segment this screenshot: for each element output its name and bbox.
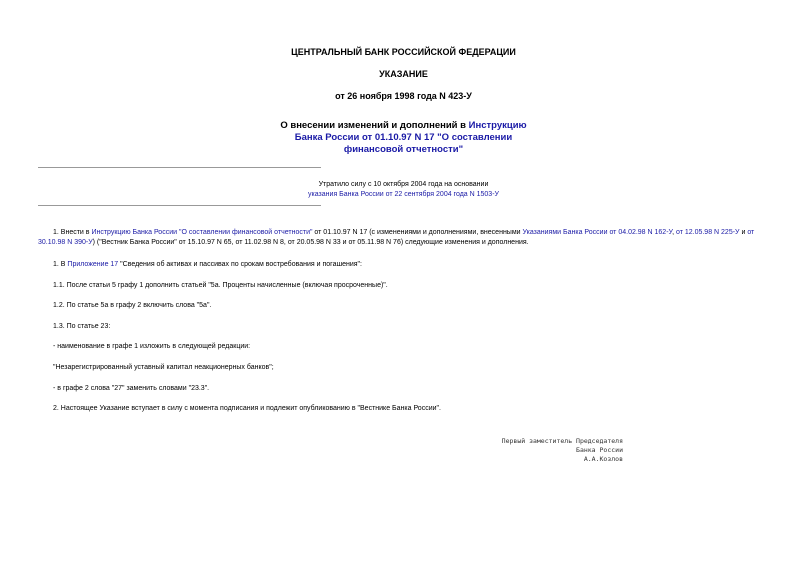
divider-top	[38, 167, 321, 168]
document-type: УКАЗАНИЕ	[379, 69, 428, 79]
paragraph-1: 1. Внести в Инструкцию Банка России "О составлении финансовой отчетности" от 01.10.97 N 17 (с изменениями и дополнениями, внесенными Указаниями Банка России от 04.02.98 N 162-У, от 12.05.98 N 225-У и от 30.10.98 N 390-У) ("Вестник Банка России" от 15.10.97 N 65, от 11.02.98 N 8, от 20.05.98 N 33 и от 05.11.98 N 76) следующие изменения и дополнения.	[38, 229, 755, 246]
title-link-instruction-line3[interactable]: финансовой отчетности"	[343, 144, 464, 155]
document-date-number: от 26 ноября 1998 года N 423-У	[335, 91, 472, 101]
bank-name: ЦЕНТРАЛЬНЫЙ БАНК РОССИЙСКОЙ ФЕДЕРАЦИИ	[291, 47, 516, 57]
paragraph-quote: "Незарегистрированный уставный капитал неакционерных банков";	[53, 364, 274, 371]
signature-block	[502, 437, 623, 464]
signature-name: А.А.Козлов	[583, 455, 623, 463]
title-link-instruction[interactable]: Инструкцию	[468, 120, 527, 131]
repeal-note-text: Утратило силу с 10 октября 2004 года на основании	[318, 181, 489, 188]
divider-bottom	[38, 205, 321, 206]
title-link-instruction-line2[interactable]: Банка России от 01.10.97 N 17 "О составлении	[294, 132, 513, 143]
document-title	[0, 120, 807, 156]
repeal-note	[0, 180, 807, 200]
link-decree-225[interactable]: от 12.05.98 N 225-У	[675, 229, 740, 236]
link-instruction[interactable]: Инструкцию Банка России "О составлении финансовой отчетности"	[91, 229, 313, 236]
signature-organization: Банка России	[576, 446, 623, 454]
link-decree-390[interactable]: от 30.10.98 N 390-У	[38, 229, 755, 246]
paragraph-1-1: 1.1. После статьи 5 графу 1 дополнить статьей "5а. Проценты начисленные (включая просроченные)".	[53, 282, 388, 289]
paragraph-1-2: 1.2. По статье 5а в графу 2 включить слова "5а".	[53, 302, 212, 309]
title-prefix: О внесении изменений и дополнений в	[280, 120, 469, 131]
paragraph-2: 1. В Приложение 17 "Сведения об активах и пассивах по срокам востребования и погашения":	[53, 261, 362, 268]
paragraph-1-3: 1.3. По статье 23:	[53, 323, 111, 330]
signature-position: Первый заместитель Председателя	[501, 437, 623, 445]
paragraph-2-effective: 2. Настоящее Указание вступает в силу с момента подписания и подлежит опубликованию в "Вестнике Банка России".	[53, 405, 441, 412]
link-decree-162[interactable]: Указаниями Банка России от 04.02.98 N 162-У	[522, 229, 673, 236]
paragraph-item-column2: - в графе 2 слова "27" заменить словами "23.3".	[53, 385, 210, 392]
link-appendix-17[interactable]: Приложение 17	[67, 261, 119, 268]
repeal-note-link[interactable]: указания Банка России от 22 сентября 2004 года N 1503-У	[308, 191, 499, 198]
paragraph-item-name: - наименование в графе 1 изложить в следующей редакции:	[53, 343, 251, 350]
